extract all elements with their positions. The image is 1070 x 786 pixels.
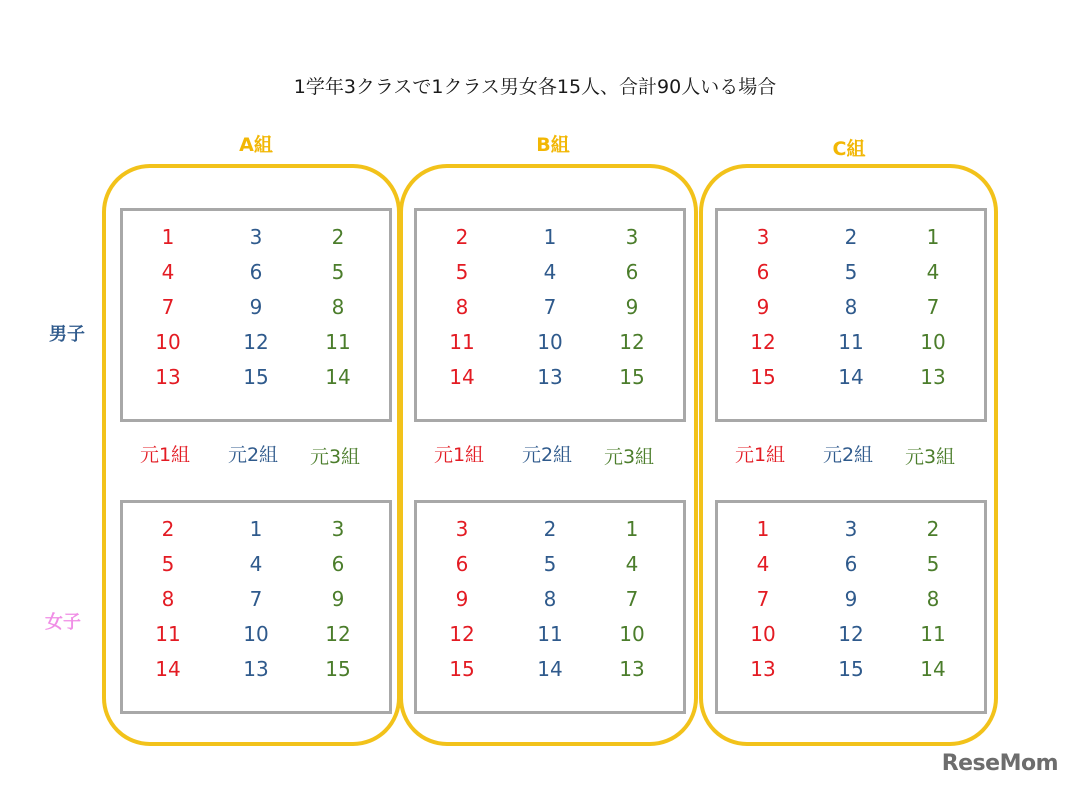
student-number: 13 [155, 365, 181, 389]
student-number: 1 [625, 517, 639, 541]
student-number: 11 [537, 622, 563, 646]
student-number: 8 [455, 295, 469, 319]
student-number: 15 [325, 657, 351, 681]
student-number: 2 [161, 517, 175, 541]
girls-label: 女子 [45, 612, 81, 633]
student-number: 5 [844, 260, 858, 284]
student-number: 9 [625, 295, 639, 319]
student-number: 4 [161, 260, 175, 284]
student-number: 10 [243, 622, 269, 646]
student-number: 10 [619, 622, 645, 646]
girls-number-box [414, 500, 686, 714]
student-number: 2 [926, 517, 940, 541]
student-number: 12 [750, 330, 776, 354]
origin-class-legend: 元1組 [734, 444, 786, 466]
student-number: 2 [543, 517, 557, 541]
student-number: 7 [249, 587, 263, 611]
student-number: 15 [449, 657, 475, 681]
student-number: 7 [926, 295, 940, 319]
student-number: 6 [844, 552, 858, 576]
student-number: 15 [243, 365, 269, 389]
student-number: 13 [619, 657, 645, 681]
student-number: 14 [155, 657, 181, 681]
origin-class-legend: 元2組 [227, 444, 279, 466]
student-number: 4 [625, 552, 639, 576]
student-number: 6 [249, 260, 263, 284]
student-number: 4 [249, 552, 263, 576]
boys-number-box [120, 208, 392, 422]
student-number: 11 [155, 622, 181, 646]
student-number: 13 [750, 657, 776, 681]
boys-number-box [414, 208, 686, 422]
student-number: 7 [625, 587, 639, 611]
student-number: 7 [543, 295, 557, 319]
student-number: 6 [331, 552, 345, 576]
student-number: 12 [838, 622, 864, 646]
student-number: 15 [750, 365, 776, 389]
student-number: 12 [619, 330, 645, 354]
student-number: 15 [838, 657, 864, 681]
student-number: 11 [920, 622, 946, 646]
student-number: 12 [243, 330, 269, 354]
student-number: 8 [161, 587, 175, 611]
origin-class-legend: 元2組 [521, 444, 573, 466]
student-number: 4 [926, 260, 940, 284]
student-number: 1 [543, 225, 557, 249]
student-number: 10 [537, 330, 563, 354]
student-number: 4 [756, 552, 770, 576]
student-number: 8 [844, 295, 858, 319]
student-number: 2 [455, 225, 469, 249]
student-number: 8 [331, 295, 345, 319]
class-title: C組 [832, 138, 866, 160]
student-number: 11 [449, 330, 475, 354]
student-number: 6 [756, 260, 770, 284]
student-number: 1 [756, 517, 770, 541]
student-number: 14 [449, 365, 475, 389]
student-number: 2 [331, 225, 345, 249]
student-number: 9 [249, 295, 263, 319]
student-number: 4 [543, 260, 557, 284]
student-number: 5 [543, 552, 557, 576]
student-number: 11 [325, 330, 351, 354]
student-number: 3 [331, 517, 345, 541]
student-number: 5 [926, 552, 940, 576]
student-number: 13 [243, 657, 269, 681]
origin-class-legend: 元3組 [309, 446, 361, 468]
student-number: 5 [331, 260, 345, 284]
student-number: 13 [537, 365, 563, 389]
student-number: 10 [920, 330, 946, 354]
resemom-logo: ReseMom [941, 751, 1058, 776]
student-number: 2 [844, 225, 858, 249]
student-number: 8 [926, 587, 940, 611]
girls-number-box [120, 500, 392, 714]
boys-number-box [715, 208, 987, 422]
student-number: 3 [249, 225, 263, 249]
student-number: 3 [844, 517, 858, 541]
student-number: 6 [455, 552, 469, 576]
student-number: 7 [161, 295, 175, 319]
student-number: 9 [455, 587, 469, 611]
student-number: 9 [844, 587, 858, 611]
student-number: 13 [920, 365, 946, 389]
origin-class-legend: 元2組 [822, 444, 874, 466]
student-number: 15 [619, 365, 645, 389]
class-title: B組 [536, 134, 570, 156]
student-number: 7 [756, 587, 770, 611]
boys-label: 男子 [49, 324, 85, 345]
student-number: 5 [161, 552, 175, 576]
class-title: A組 [239, 134, 273, 156]
student-number: 1 [926, 225, 940, 249]
student-number: 3 [625, 225, 639, 249]
page-title: 1学年3クラスで1クラス男女各15人、合計90人いる場合 [293, 76, 777, 98]
student-number: 8 [543, 587, 557, 611]
student-number: 11 [838, 330, 864, 354]
girls-number-box [715, 500, 987, 714]
student-number: 3 [756, 225, 770, 249]
student-number: 1 [249, 517, 263, 541]
student-number: 14 [838, 365, 864, 389]
origin-class-legend: 元3組 [904, 446, 956, 468]
student-number: 9 [331, 587, 345, 611]
student-number: 10 [155, 330, 181, 354]
student-number: 5 [455, 260, 469, 284]
student-number: 12 [449, 622, 475, 646]
student-number: 14 [920, 657, 946, 681]
origin-class-legend: 元1組 [433, 444, 485, 466]
student-number: 10 [750, 622, 776, 646]
student-number: 9 [756, 295, 770, 319]
student-number: 6 [625, 260, 639, 284]
student-number: 3 [455, 517, 469, 541]
student-number: 14 [537, 657, 563, 681]
student-number: 1 [161, 225, 175, 249]
student-number: 12 [325, 622, 351, 646]
origin-class-legend: 元3組 [603, 446, 655, 468]
origin-class-legend: 元1組 [139, 444, 191, 466]
student-number: 14 [325, 365, 351, 389]
